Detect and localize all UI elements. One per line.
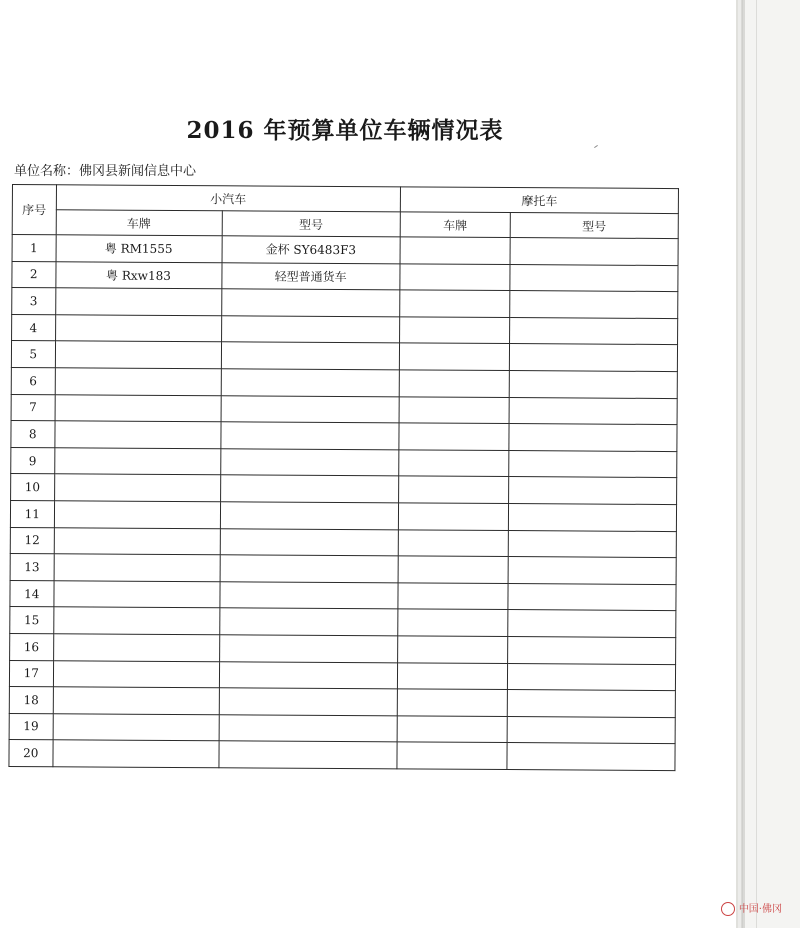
moto-plate-cell [397,716,507,743]
car-model-cell [218,741,397,769]
car-plate-cell [55,315,221,343]
moto-model-cell [508,530,676,558]
car-model-cell [219,581,398,609]
moto-plate-cell [398,529,508,556]
header-moto-plate: 车牌 [400,212,510,238]
moto-model-cell [508,477,676,505]
table-row [12,235,678,266]
table-row [11,447,677,478]
car-plate-cell [53,713,219,741]
moto-model-cell [509,371,677,399]
moto-plate-cell [400,290,510,317]
moto-model-cell [508,583,676,611]
row-index: 20 [9,740,53,767]
document-title: 2016 年预算单位车辆情况表 [186,117,504,144]
table-row [11,474,677,505]
table-row [12,314,678,345]
moto-plate-cell [398,556,508,583]
moto-model-cell [508,557,676,585]
car-plate-cell [55,341,221,369]
car-model-cell [220,528,399,556]
row-index: 6 [11,367,55,394]
header-moto-model: 型号 [510,213,678,239]
car-model-cell [219,661,398,689]
table-row [10,554,676,585]
moto-plate-cell [399,450,509,477]
car-model-cell: 金杯 SY6483F3 [222,236,401,264]
row-index: 3 [12,288,56,315]
moto-model-cell [510,264,678,292]
car-plate-cell [53,634,219,662]
car-model-cell [219,714,398,742]
row-index: 9 [11,447,55,474]
car-model-cell [219,688,398,716]
moto-plate-cell [400,237,510,264]
moto-plate-cell [398,636,508,663]
header-moto-group: 摩托车 [400,187,678,214]
car-model-cell [221,316,400,344]
moto-plate-cell [399,476,509,503]
table-row [10,527,676,558]
moto-plate-cell [397,689,507,716]
car-model-cell [220,475,399,503]
car-plate-cell [54,501,220,529]
moto-model-cell [510,238,678,266]
car-plate-cell [53,607,219,635]
row-index: 1 [12,235,56,262]
car-model-cell [220,555,399,583]
row-index: 19 [9,713,53,740]
car-model-cell [220,449,399,477]
table-row [10,580,676,611]
moto-plate-cell [397,742,507,769]
vehicle-table [8,184,679,771]
car-model-cell [221,342,400,370]
car-plate-cell [55,394,221,422]
moto-plate-cell [399,370,509,397]
moto-model-cell [509,450,677,478]
moto-plate-cell [399,317,509,344]
moto-model-cell [508,503,676,531]
header-car-model: 型号 [222,211,401,237]
watermark-text: 中国·佛冈 [738,904,782,915]
moto-plate-cell [399,396,509,423]
moto-model-cell [507,743,675,771]
table-row [9,740,675,771]
table-row [9,713,675,744]
table-row [10,500,676,531]
car-model-cell [220,422,399,450]
page-edge [756,0,757,928]
seal-icon [721,902,735,916]
unit-name: 单位名称：佛冈县新闻信息中心 [14,164,197,179]
car-plate-cell: 粤 Rxw183 [55,261,221,289]
header-car-plate: 车牌 [56,210,222,236]
moto-plate-cell [398,583,508,610]
table-row [11,367,677,398]
header-index: 序号 [12,185,56,235]
row-index: 8 [11,421,55,448]
car-plate-cell [54,448,220,476]
row-index: 12 [10,527,54,554]
car-model-cell [219,608,398,636]
row-index: 2 [12,261,56,288]
header-car-group: 小汽车 [56,185,401,212]
moto-model-cell [507,636,675,664]
moto-model-cell [509,424,677,452]
car-model-cell [221,369,400,397]
car-plate-cell [53,740,219,768]
moto-plate-cell [398,609,508,636]
moto-model-cell [507,690,675,718]
table-row [12,261,678,292]
table-row [9,687,675,718]
car-model-cell [220,502,399,530]
moto-plate-cell [399,343,509,370]
car-plate-cell: 粤 RM1555 [56,235,222,263]
table-row [10,633,676,664]
row-index: 14 [10,580,54,607]
car-plate-cell [53,580,219,608]
moto-model-cell [509,317,677,345]
moto-plate-cell [398,503,508,530]
row-index: 10 [11,474,55,501]
moto-model-cell [510,291,678,319]
table-row [9,660,675,691]
car-model-cell [221,395,400,423]
table-row [11,394,677,425]
car-plate-cell [54,554,220,582]
car-plate-cell [54,421,220,449]
row-index: 7 [11,394,55,421]
scan-speck [594,145,598,148]
table-row [11,341,677,372]
moto-plate-cell [400,263,510,290]
car-plate-cell [53,660,219,688]
moto-model-cell [507,663,675,691]
table-row [12,288,678,319]
table-row [10,607,676,638]
table-row [11,421,677,452]
car-plate-cell [55,368,221,396]
moto-model-cell [507,716,675,744]
row-index: 18 [9,687,53,714]
car-plate-cell [53,687,219,715]
row-index: 15 [10,607,54,634]
watermark [721,900,782,916]
row-index: 11 [10,500,54,527]
car-model-cell [221,289,400,317]
row-index: 5 [11,341,55,368]
car-plate-cell [54,474,220,502]
moto-plate-cell [399,423,509,450]
row-index: 13 [10,554,54,581]
car-model-cell [219,635,398,663]
car-model-cell: 轻型普通货车 [221,262,400,290]
row-index: 17 [9,660,53,687]
page-edge [742,0,743,928]
moto-model-cell [509,397,677,425]
row-index: 4 [12,314,56,341]
row-index: 16 [10,633,54,660]
car-plate-cell [54,527,220,555]
car-plate-cell [55,288,221,316]
moto-model-cell [509,344,677,372]
moto-model-cell [508,610,676,638]
moto-plate-cell [397,662,507,689]
